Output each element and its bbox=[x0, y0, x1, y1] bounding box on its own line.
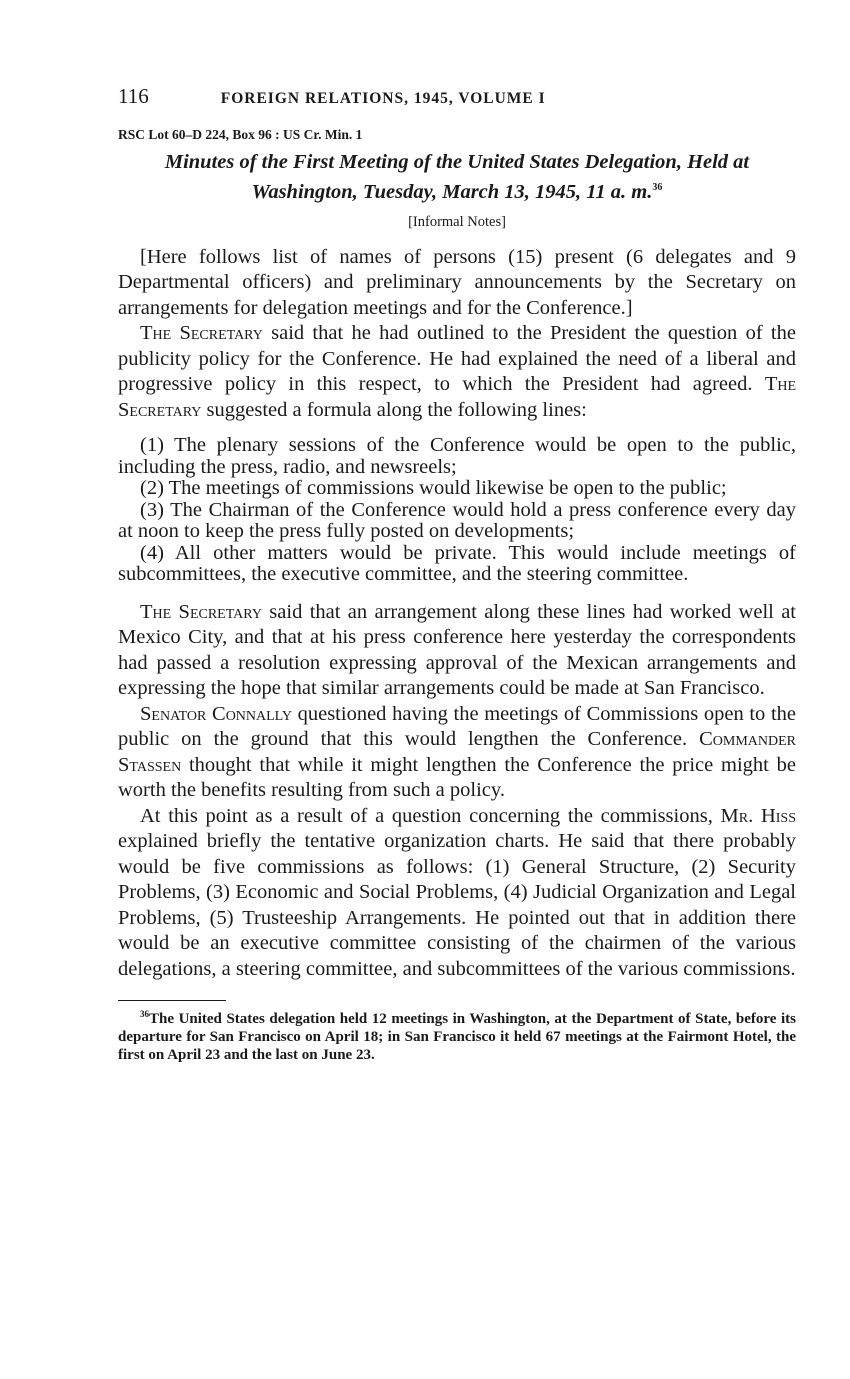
document-title bbox=[118, 149, 796, 205]
speaker-name: The Secretary bbox=[140, 600, 262, 623]
footnote-text: The United States delegation held 12 meetings in Washington, at the Department of State, before its departure for San Francisco on April 18; in San Francisco it held 67 meetings at the Fairmont Hotel, the first on April 23 and the last on June 23. bbox=[118, 1011, 796, 1064]
formula-list bbox=[118, 435, 796, 586]
footnote bbox=[118, 1005, 796, 1064]
paragraph-publicity-policy bbox=[118, 321, 796, 423]
running-title: FOREIGN RELATIONS, 1945, VOLUME I bbox=[220, 90, 546, 107]
paragraph-text: explained briefly the tentative organization charts. He said that there probably would be five commissions as follows: (1) General Structure, (2) Security Problems, (3) Economic and Social Problems, (4) Judicial Organization and Legal Problems, (5) Trusteeship Arrangements. He pointed out that in addition there would be an executive committee consisting of the chairmen of the various delegations, a steering committee, and subcommittees of the various commissions. bbox=[118, 830, 796, 980]
paragraph-text: said that he had outlined to the President the question of the publicity policy for the Conference. He had explained the need of a liberal and progressive policy in this respect, to which the President had agreed. bbox=[118, 322, 796, 396]
paragraph-text: At this point as a result of a question concerning the commissions, bbox=[140, 804, 721, 827]
speaker-name: Commander Stassen bbox=[118, 728, 796, 776]
paragraph-text: thought that while it might lengthen the Conference the price might be worth the benefits resulting from such a policy. bbox=[118, 753, 796, 802]
paragraph-connally-stassen bbox=[118, 702, 796, 804]
paragraph-mexico-city bbox=[118, 600, 796, 702]
paragraph-text: said that an arrangement along these lines had worked well at Mexico City, and that at his press conference here yesterday the correspondents had passed a resolution expressing approval of the Mexican arrangements and expressing the hope that similar arrangements could be made at San Francisco. bbox=[118, 600, 796, 700]
speaker-name: Mr. Hiss bbox=[720, 804, 796, 827]
page-number: 116 bbox=[118, 84, 149, 108]
list-item: (4) All other matters would be private. This would include meetings of subcommittees, the executive committee, and the steering committee. bbox=[118, 541, 796, 586]
paragraph-text: suggested a formula along the following lines: bbox=[201, 398, 587, 421]
source-reference: RSC Lot 60–D 224, Box 96 : US Cr. Min. 1 bbox=[118, 127, 363, 142]
document-page bbox=[118, 84, 796, 1064]
list-item: (2) The meetings of commissions would likewise be open to the public; bbox=[140, 477, 727, 500]
footnote-divider bbox=[118, 1000, 226, 1001]
speaker-name: The Secretary bbox=[140, 322, 263, 345]
document-subtitle: [Informal Notes] bbox=[408, 213, 506, 230]
speaker-name: The Secretary bbox=[118, 373, 796, 421]
title-text: Minutes of the First Meeting of the United States Delegation, Held at Washington, Tuesday, March 13, 1945, 11 a. m. bbox=[164, 151, 750, 203]
speaker-name: Senator Connally bbox=[140, 702, 292, 725]
title-footnote-ref: 36 bbox=[652, 182, 663, 193]
footnote-number: 36 bbox=[140, 1009, 149, 1020]
paragraph-attendance: [Here follows list of names of persons (15) present (6 delegates and 9 Departmental officers) and preliminary announcements by the Secretary on arrangements for delegation meetings and for the Conference.] bbox=[118, 245, 796, 319]
paragraph-commissions bbox=[118, 804, 796, 983]
list-item: (3) The Chairman of the Conference would hold a press conference every day at noon to keep the press fully posted on developments; bbox=[118, 498, 796, 543]
page-header bbox=[118, 84, 796, 114]
list-item: (1) The plenary sessions of the Conference would be open to the public, including the press, radio, and newsreels; bbox=[118, 434, 796, 478]
paragraph-text: questioned having the meetings of Commissions open to the public on the ground that this would lengthen the Conference. bbox=[118, 702, 796, 751]
